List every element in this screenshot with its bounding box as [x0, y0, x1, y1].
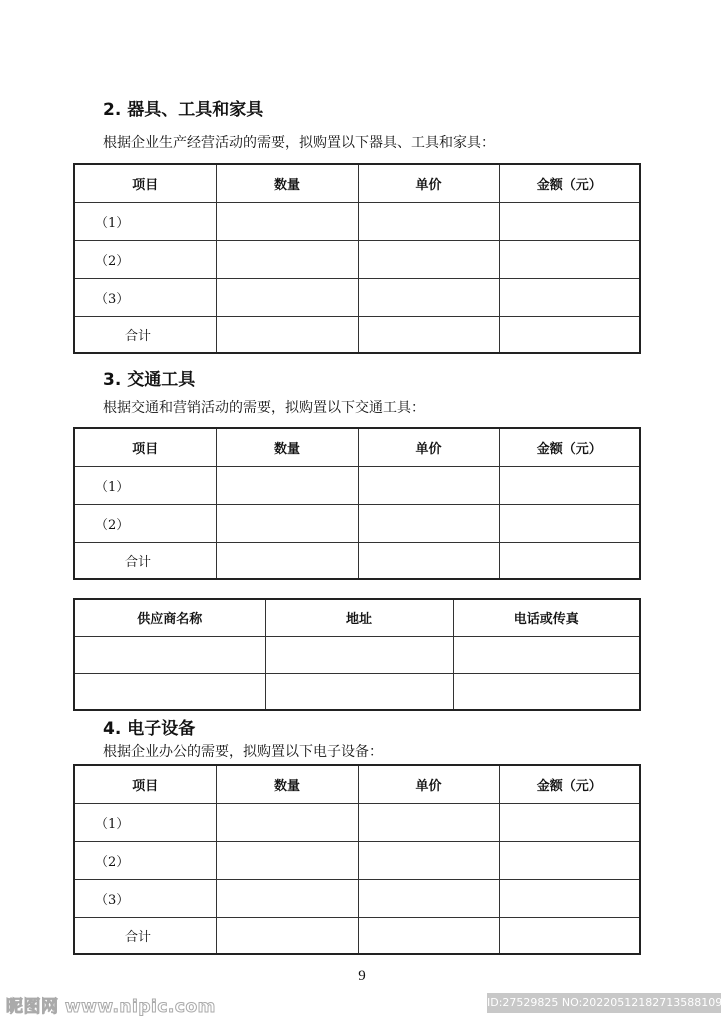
total-label: 合计 — [74, 917, 216, 954]
col-header-amount: 金额（元） — [499, 164, 640, 202]
table-row — [74, 240, 640, 278]
total-unit-price-cell[interactable] — [358, 542, 499, 579]
table-header-row — [74, 599, 640, 636]
row-label: （2） — [74, 504, 216, 542]
unit-price-cell[interactable] — [358, 278, 499, 316]
row-label: （1） — [74, 466, 216, 504]
col-header-address: 地址 — [265, 599, 453, 636]
table-row — [74, 466, 640, 504]
col-header-unit-price: 单价 — [358, 765, 499, 803]
unit-price-cell[interactable] — [358, 879, 499, 917]
col-header-quantity: 数量 — [216, 765, 358, 803]
col-header-amount: 金额（元） — [499, 428, 640, 466]
table-row — [74, 673, 640, 710]
quantity-cell[interactable] — [216, 504, 358, 542]
col-header-unit-price: 单价 — [358, 428, 499, 466]
unit-price-cell[interactable] — [358, 240, 499, 278]
amount-cell[interactable] — [499, 202, 640, 240]
col-header-item: 项目 — [74, 428, 216, 466]
col-header-amount: 金额（元） — [499, 765, 640, 803]
amount-cell[interactable] — [499, 466, 640, 504]
address-cell[interactable] — [265, 636, 453, 673]
col-header-item: 项目 — [74, 164, 216, 202]
quantity-cell[interactable] — [216, 803, 358, 841]
section-3-heading: 3. 交通工具 — [103, 370, 196, 390]
phone-fax-cell[interactable] — [453, 673, 640, 710]
table-row — [74, 803, 640, 841]
row-label: （3） — [74, 879, 216, 917]
supplier-name-cell[interactable] — [74, 636, 265, 673]
section-3-intro: 根据交通和营销活动的需要，拟购置以下交通工具： — [103, 400, 425, 416]
table-row — [74, 278, 640, 316]
quantity-cell[interactable] — [216, 240, 358, 278]
col-header-supplier-name: 供应商名称 — [74, 599, 265, 636]
watermark-site-logo: 昵图网 www.nipic.com — [6, 997, 216, 1017]
total-unit-price-cell[interactable] — [358, 917, 499, 954]
table-row — [74, 202, 640, 240]
quantity-cell[interactable] — [216, 466, 358, 504]
table-row — [74, 879, 640, 917]
unit-price-cell[interactable] — [358, 202, 499, 240]
row-label: （2） — [74, 841, 216, 879]
col-header-quantity: 数量 — [216, 428, 358, 466]
table-header-row — [74, 428, 640, 466]
total-row — [74, 316, 640, 353]
total-amount-cell[interactable] — [499, 917, 640, 954]
unit-price-cell[interactable] — [358, 841, 499, 879]
electronics-table — [73, 764, 641, 955]
col-header-item: 项目 — [74, 765, 216, 803]
supplier-table — [73, 598, 641, 711]
watermark-id-badge: ID:27529825 NO:20220512182713588109 — [487, 993, 721, 1013]
total-quantity-cell[interactable] — [216, 542, 358, 579]
section-2-intro: 根据企业生产经营活动的需要，拟购置以下器具、工具和家具： — [103, 135, 495, 151]
table-header-row — [74, 765, 640, 803]
col-header-phone-fax: 电话或传真 — [453, 599, 640, 636]
col-header-quantity: 数量 — [216, 164, 358, 202]
quantity-cell[interactable] — [216, 841, 358, 879]
col-header-unit-price: 单价 — [358, 164, 499, 202]
table-row — [74, 504, 640, 542]
quantity-cell[interactable] — [216, 278, 358, 316]
phone-fax-cell[interactable] — [453, 636, 640, 673]
table-row — [74, 636, 640, 673]
total-row — [74, 542, 640, 579]
vehicles-table — [73, 427, 641, 580]
table-row — [74, 841, 640, 879]
page-number: 9 — [358, 968, 366, 984]
supplier-name-cell[interactable] — [74, 673, 265, 710]
total-quantity-cell[interactable] — [216, 316, 358, 353]
quantity-cell[interactable] — [216, 879, 358, 917]
quantity-cell[interactable] — [216, 202, 358, 240]
address-cell[interactable] — [265, 673, 453, 710]
amount-cell[interactable] — [499, 278, 640, 316]
amount-cell[interactable] — [499, 879, 640, 917]
row-label: （2） — [74, 240, 216, 278]
table-header-row — [74, 164, 640, 202]
section-4-heading: 4. 电子设备 — [103, 719, 196, 739]
total-amount-cell[interactable] — [499, 542, 640, 579]
tools-furniture-table — [73, 163, 641, 354]
section-2-heading: 2. 器具、工具和家具 — [103, 100, 264, 120]
section-4-intro: 根据企业办公的需要，拟购置以下电子设备： — [103, 744, 383, 760]
row-label: （1） — [74, 803, 216, 841]
unit-price-cell[interactable] — [358, 803, 499, 841]
row-label: （3） — [74, 278, 216, 316]
total-row — [74, 917, 640, 954]
amount-cell[interactable] — [499, 803, 640, 841]
total-quantity-cell[interactable] — [216, 917, 358, 954]
amount-cell[interactable] — [499, 240, 640, 278]
total-amount-cell[interactable] — [499, 316, 640, 353]
total-label: 合计 — [74, 316, 216, 353]
amount-cell[interactable] — [499, 504, 640, 542]
unit-price-cell[interactable] — [358, 466, 499, 504]
unit-price-cell[interactable] — [358, 504, 499, 542]
total-label: 合计 — [74, 542, 216, 579]
total-unit-price-cell[interactable] — [358, 316, 499, 353]
row-label: （1） — [74, 202, 216, 240]
amount-cell[interactable] — [499, 841, 640, 879]
